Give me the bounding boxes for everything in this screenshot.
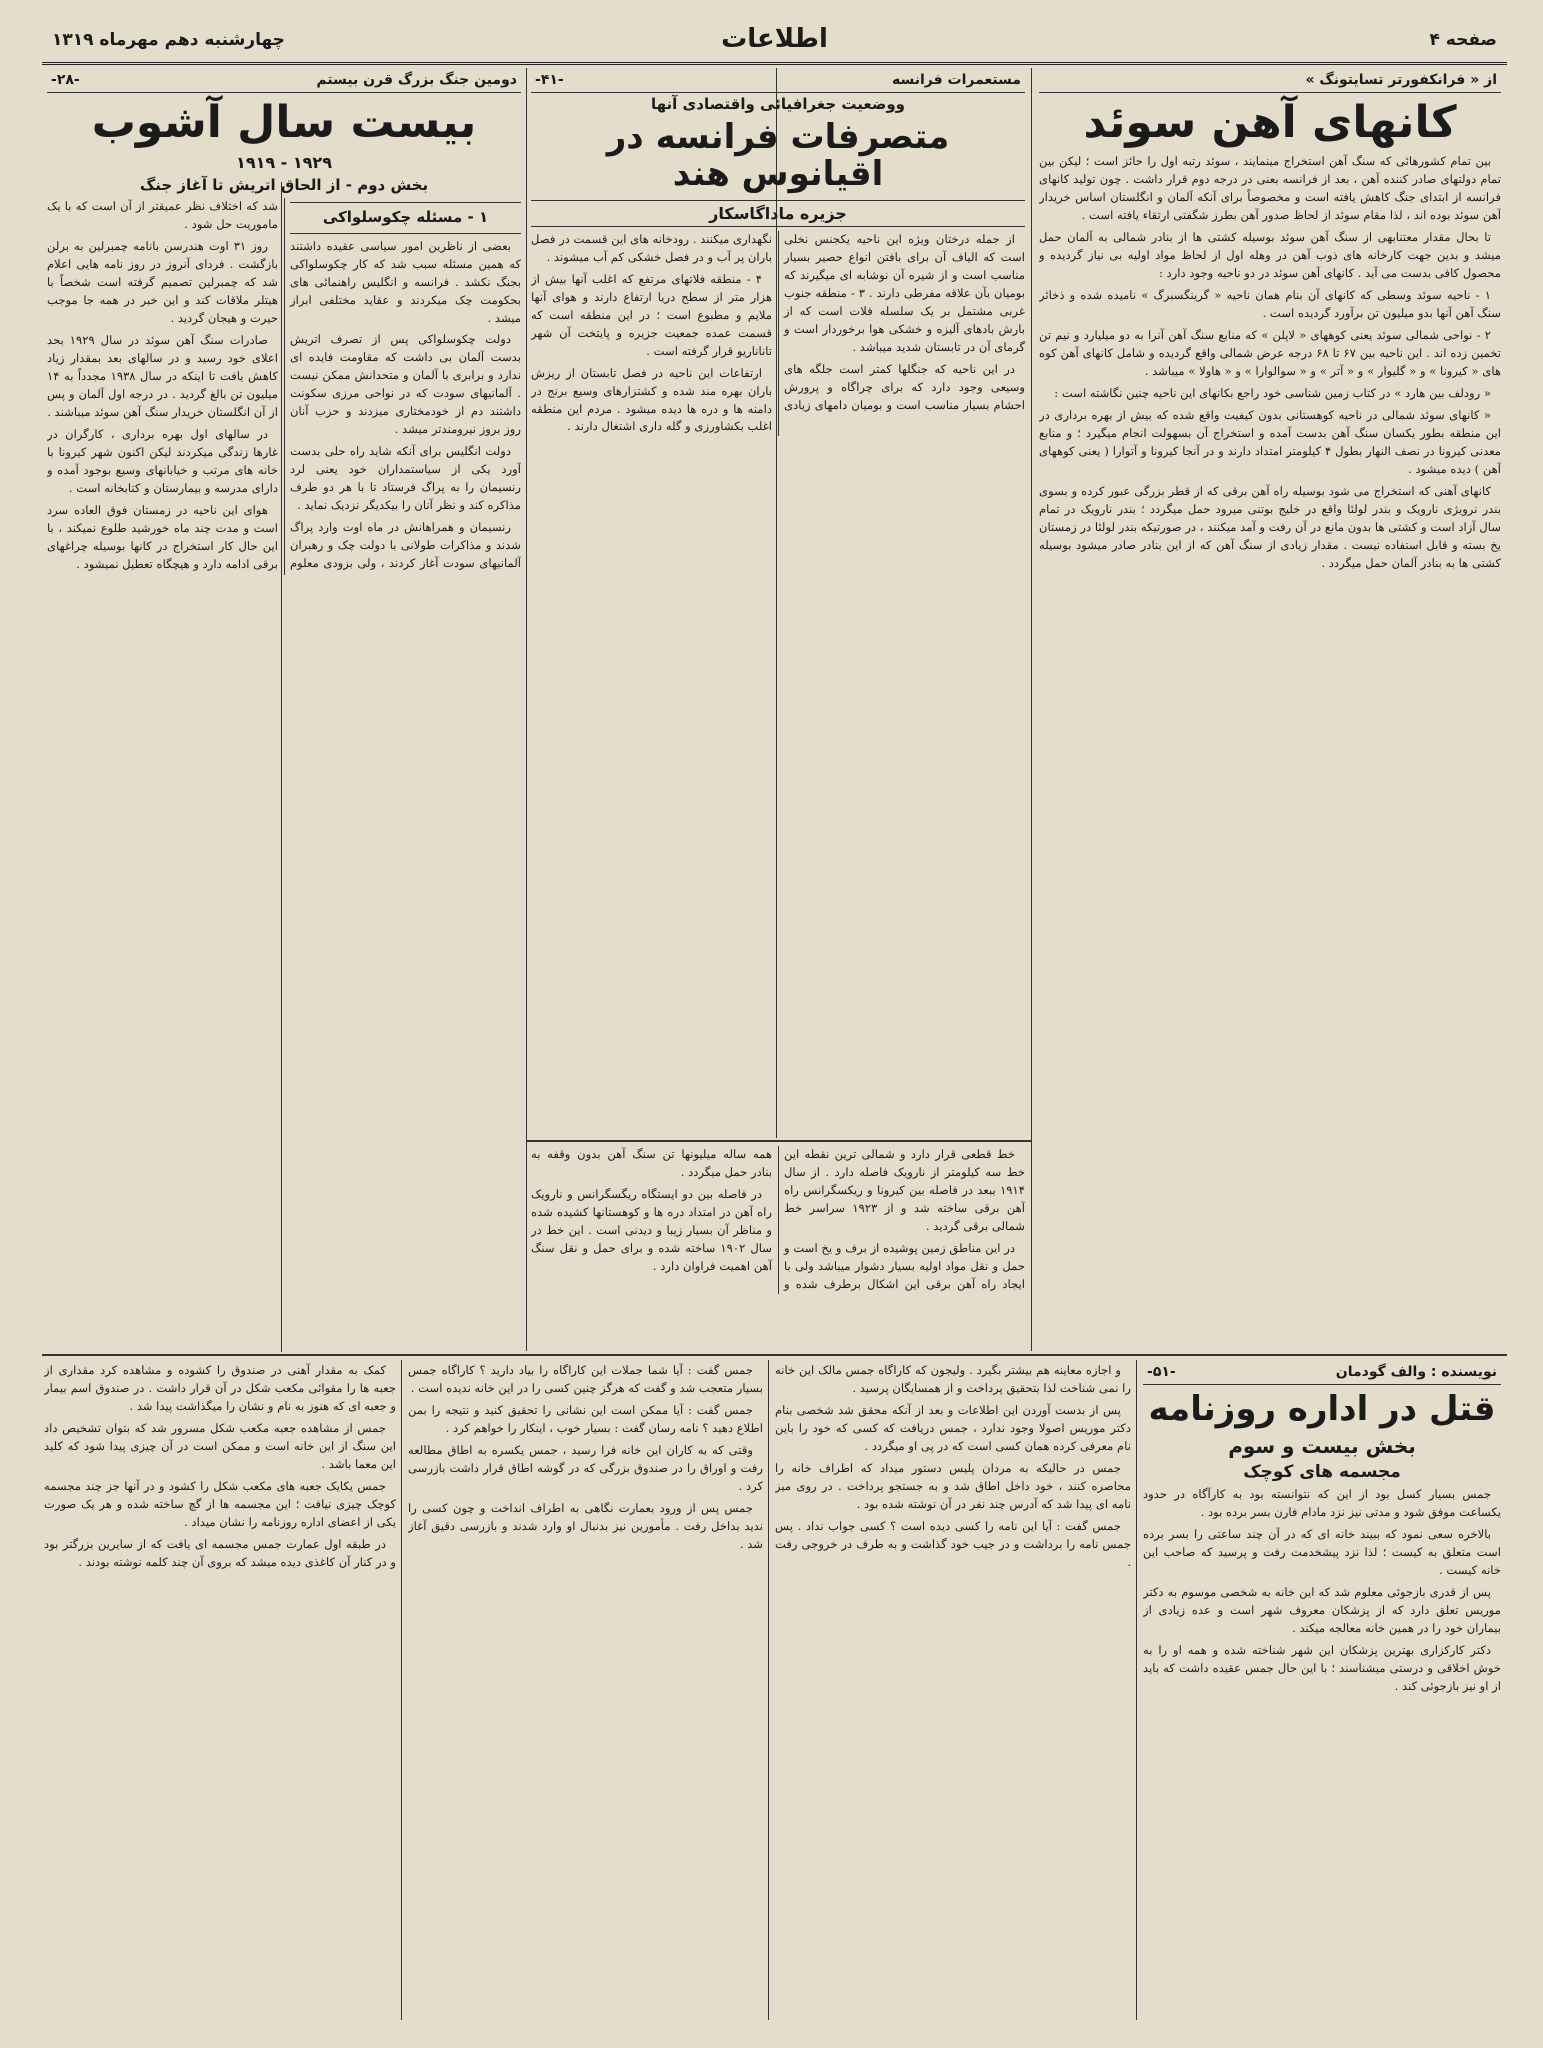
paragraph: روز ۳۱ اوت هندرسن بانامه چمبرلین به برلن بازگشت . فردای آنروز در روز نامه هایی اعلام شد که چمبرلین تصمیم گرفته است شخصاً با هیتلر ملاقات کند و این خبر در همه جا موجب حیرت و هیجان گردید . bbox=[47, 239, 278, 326]
paragraph: بالاخره سعی نمود که ببیند خانه ای که در آن چند ساعتی را بسر برده است متعلق به کیست ؛ لذا نزد پیشخدمت رفت و پرسید که صاحب این خانه کیست . bbox=[1143, 1527, 1501, 1578]
article-series bbox=[47, 70, 521, 93]
section-title: ۱ - مسئله چکوسلواکی bbox=[290, 202, 521, 233]
paragraph: در فاصله بین دو ایستگاه ریگسگرانس و نارویک راه آهن در امتداد دره ها و کوهستانها کشیده شده و مناظر آن بسیار زیبا و دیدنی است . این خط در سال ۱۹۰۲ ساخته شده و برای حمل و نقل سنگ آهن اهمیت فراوان دارد . bbox=[531, 1186, 773, 1273]
paragraph: پس از بدست آوردن این اطلاعات و بعد از آنکه محقق شد شخصی بنام دکتر موریس اصولا وجود ندارد ، جمس دریافت که کسی که خود را باین نام معرفی کرده همان کسی است که در پی او میگردد . bbox=[775, 1402, 1131, 1453]
paragraph: صادرات سنگ آهن سوئد در سال ۱۹۲۹ بحد اعلای خود رسید و در سالهای بعد بمقدار زیاد کاهش یافت تا اینکه در سال ۱۹۳۸ مجدداً به ۱۴ میلیون تن بالغ گردید . در درجه اول آلمان و پس از آن انگلستان خریدار سنگ آهن سوئد میباشند . bbox=[47, 333, 278, 420]
article-body bbox=[531, 1146, 1025, 1294]
section-rule bbox=[527, 1140, 1032, 1142]
article-series bbox=[1039, 70, 1501, 93]
article-headline: متصرفات فرانسه در اقیانوس هند bbox=[606, 117, 950, 195]
paragraph: و اجازه معاینه هم بیشتر بگیرد . ولیجون که کاراگاه جمس مالک این خانه را نمی شناخت لذا بتحقیق پرداخت و از همسایگان پرسید . bbox=[775, 1363, 1131, 1395]
article-series bbox=[531, 70, 1025, 93]
column-rule bbox=[526, 68, 527, 1351]
paragraph: جمس پس از ورود بعمارت نگاهی به اطراف انداخت و چون کسی را ندید بداخل رفت . مأمورین نیز بدنبال او وارد شدند و بازرسی دقیق آغاز شد . bbox=[408, 1500, 763, 1551]
paragraph: پس از قدری بازجوئی معلوم شد که این خانه به شخصی موسوم به دکتر موریس تعلق دارد که از پزشکان معروف شهر است و عده زیادی از بیماران خود را در همین خانه معالجه میکند . bbox=[1143, 1585, 1501, 1636]
paragraph: جمس گفت : آیا این نامه را کسی دیده است ؟ کسی جواب نداد . پس جمس نامه را برداشت و در جیب خود گذاشت و به طرف در خروجی رفت . bbox=[775, 1518, 1131, 1569]
paragraph: ۴ - منطقه فلاتهای مرتفع که اغلب آنها بیش از هزار متر از سطح دریا ارتفاع دارند و هوای آنها ملایم و مطبوع است ؛ در این منطقه است که قسمت عمده جمعیت جزیره و پایتخت آن شهر تاناناریو قرار گرفته است . bbox=[531, 271, 772, 358]
paragraph: تا بحال مقدار معتنابهی از سنگ آهن سوئد بوسیله کشتی ها از بنادر شمالی به آلمان حمل میشد و بدین جهت کارخانه های ذوب آهن در وهله اول از لحاظ مواد اولیه بی نیاز گردیده و محصول کافی بدست می آید . کانهای آهن سوئد در دو ناحیه وجود دارد : bbox=[1039, 230, 1501, 281]
paper-name: اطلاعات bbox=[721, 24, 828, 54]
column-rule bbox=[1031, 68, 1032, 1351]
column-rule bbox=[768, 1360, 769, 2020]
paragraph: رنسیمان و همراهانش در ماه اوت وارد پراگ شدند و مذاکرات طولانی با دولت چک و رهبران آلمانیهای سودت آغاز کردند ، ولی بزودی معلوم شد که اختلاف نظر عمیقتر از آن است که با یک ماموریت حل شود . bbox=[47, 199, 521, 571]
paragraph: از جمله درختان ویژه این ناحیه یکجنس نخلی است که الیاف آن برای بافتن انواع حصیر بسیار مناسب است و از شیره آن نوشابه ای میگیرند که بومیان بآن علاقه مفرطی دارند . ۳ - منطقه جنوب غربی مشتمل بر یک سلسله فلات است که از بارش بادهای آلیزه و خشکی هوا برخوردار است و گرمای آن در تابستان شدید میباشد . bbox=[784, 231, 1025, 354]
paragraph: « کانهای سوئد شمالی در ناحیه کوهستانی بدون کیفیت واقع شده که بیش از بهره برداری در این منطقه بطور یکسان سنگ آهن بدست آمده و استخراج آن بسهولت انجام میگیرد ؛ و منابع معدنی کیرونا در نصف النهار بطول ۴ کیلومتر امتداد دارند و در آنجا کیرونا و آتوارا ( یعنی کوههای آهن ) دیده میشود . bbox=[1039, 407, 1501, 476]
article-twenty-years bbox=[47, 70, 521, 1350]
series-title: دومین جنگ بزرگ قرن بیستم bbox=[316, 72, 517, 88]
article-headline: قتل در اداره روزنامه bbox=[1148, 1389, 1496, 1429]
paragraph: کمک به مقدار آهنی در صندوق را کشوده و مشاهده کرد مقداری از جعبه ها را مقوائی مکعب شکل در آن قرار داشت . در صندوق اسم بیمار و جعبه ای که هنوز به نام و نشان را میگذاشت پیدا شد . bbox=[44, 1363, 396, 1413]
paragraph: ۲ - نواحی شمالی سوئد یعنی کوههای « لاپلن » که منابع سنگ آهن آنرا به دو میلیارد و نیم تن تخمین زده اند . این ناحیه بین ۶۷ تا ۶۸ درجه عرض شمالی واقع گردیده و شامل کانهای آهن کوه های « کیرونا » و « گلیوار » و « آتر » و « سوالوارا » و « هاولا » میباشد . bbox=[1039, 328, 1501, 379]
issue-date: چهارشنبه دهم مهرماه ۱۳۱۹ bbox=[52, 30, 285, 50]
series-number: -۴۱- bbox=[535, 72, 564, 88]
article-swedish-iron bbox=[1039, 70, 1501, 1350]
paragraph: دکتر کارکزاری بهترین پزشکان این شهر شناخته شده و همه او را به خوش اخلاقی و درستی میشناسند ؛ با این حال جمس عقیده داشت که باید از او نیز بازجوئی کند . bbox=[1143, 1643, 1501, 1694]
section-title: جزیره ماداگاسکار bbox=[531, 200, 1025, 227]
paragraph: جمس در حالیکه به مردان پلیس دستور میداد که اطراف خانه را محاصره کنند ، خود داخل اطاق شد و به جستجو پرداخت . در روی میز نامه ای پیدا شد که آدرس چند نفر در آن نوشته شده بود . bbox=[775, 1460, 1131, 1511]
series-number: -۵۱- bbox=[1147, 1364, 1176, 1380]
paragraph: جمس از مشاهده جعبه مکعب شکل مسرور شد که بتوان تشخیص داد این سنگ از این خانه است و ممکن است در آن چیزی پیدا شود که کلید این معما باشد . bbox=[44, 1420, 396, 1471]
paragraph: ارتفاعات این ناحیه در فصل تابستان از ریزش باران بهره مند شده و کشتزارهای وسیع برنج در دامنه ها و دره ها دیده میشود . مردم این منطقه اغلب بکشاورزی و گله داری اشتغال دارند . bbox=[531, 365, 772, 434]
paragraph: وقتی که به کاران این خانه فرا رسید ، جمس یکسره به اطاق مطالعه رفت و اوراق را در صندوق بزرگی که در گوشه اطاق قرار داشت بازرسی کرد . bbox=[408, 1442, 763, 1493]
article-body bbox=[408, 1362, 763, 1554]
paragraph: در این ناحیه که جنگلها کمتر است جلگه های وسیعی وجود دارد که برای چراگاه و پرورش احشام بسیار مناسب است و بومیان دامهای زیادی نگهداری میکنند . رودخانه های این قسمت در فصل باران پر آب و در فصل خشکی کم آب میشوند . bbox=[531, 231, 1025, 412]
serial-continued-2 bbox=[408, 1362, 763, 2018]
paragraph: بعضی از ناظرین امور سیاسی عقیده داشتند که همین مسئله سبب شد که کار چکوسلواکی بجنگ نکشد . فرانسه و انگلیس راهنمائی های بحکومت چک میکردند و عقاید مختلفی ابراز میشد . bbox=[290, 238, 521, 325]
paragraph: در سالهای اول بهره برداری ، کارگران در غارها زندگی میکردند لیکن اکنون شهر کیرونا با خانه های مرتب و خیابانهای وسیع بوجود آمده و دارای مدرسه و بیمارستان و کتابخانه است . bbox=[47, 427, 278, 495]
paragraph: جمس بسیار کسل بود از این که نتوانسته بود به کارآگاه در حدود یکساعت موفق شود و مدتی نیز نزد مادام فارن بسر برده بود . bbox=[1143, 1487, 1501, 1520]
section-rule bbox=[42, 1354, 1507, 1356]
article-body bbox=[775, 1362, 1131, 1572]
series-number: -۲۸- bbox=[51, 72, 80, 88]
paragraph: در این مناطق زمین پوشیده از برف و یخ است و حمل و نقل مواد اولیه بسیار دشوار میباشد ولی با ایجاد راه آهن برقی این اشکال برطرف شده و همه ساله میلیونها تن سنگ آهن بدون وقفه به بنادر حمل میگردد . bbox=[531, 1147, 1025, 1291]
series-author: نویسنده : والف گودمان bbox=[1335, 1364, 1497, 1380]
newspaper-page bbox=[42, 22, 1507, 2022]
serial-continued-3 bbox=[44, 1362, 396, 2018]
serial-continued-1 bbox=[775, 1362, 1131, 2018]
article-subhead: ووضعیت جغرافیائی واقتصادی آنها bbox=[651, 95, 905, 113]
article-part: بخش دوم - از الحاق اتریش تا آغاز جنگ bbox=[139, 176, 429, 195]
article-series bbox=[1143, 1362, 1501, 1385]
article-body bbox=[1039, 153, 1501, 572]
masthead bbox=[42, 22, 1507, 65]
paragraph: هوای این ناحیه در زمستان فوق العاده سرد است و مدت چند ماه خورشید طلوع نمیکند ، با این حال کار استخراج در کانها بوسیله چراغهای برقی ادامه دارد و هیچگاه تعطیل نمیشود . bbox=[47, 502, 278, 571]
article-body bbox=[1143, 1486, 1501, 1696]
paragraph: جمس یکایک جعبه های مکعب شکل را کشود و در آنها جز چند مجسمه کوچک چیزی نیافت ؛ این مجسمه ها از گچ ساخته شده و هر یک صورت یکی از اعضای اداره روزنامه را نشان میداد . bbox=[44, 1478, 396, 1529]
series-title: مستعمرات فرانسه bbox=[891, 72, 1021, 88]
paragraph: خط قطعی قرار دارد و شمالی ترین نقطه این خط سه کیلومتر از نارویک فاصله دارد . از سال ۱۹۱۴ ببعد در فاصله بین کیرونا و ریکسگرانس راه آهن برقی ساخته شد و از ۱۹۲۳ سراسر خط شمالی برقی گردید . bbox=[784, 1147, 1025, 1233]
paragraph: « رودلف بین هارد » در کتاب زمین شناسی خود راجع بکانهای این ناحیه چنین نگاشته است : bbox=[1054, 386, 1491, 401]
paragraph: جمس گفت : آیا شما جملات این کاراگاه را بیاد دارید ؟ کاراگاه جمس بسیار متعجب شد و گفت که هرگز چنین کسی را در این خانه ندیده است . bbox=[408, 1363, 763, 1395]
article-part: بخش بیست و سوم bbox=[1228, 1434, 1416, 1459]
paragraph: جمس گفت : آیا ممکن است این نشانی را تحقیق کنید و نتیجه را بمن اطلاع دهید ؟ نامه رسان گفت : بسیار خوب ، اینکار را خواهم کرد . bbox=[408, 1402, 763, 1435]
paragraph: ۱ - ناحیه سوئد وسطی که کانهای آن بنام همان ناحیه « گرینگسبرگ » نامیده شده و ذخائر سنگ آهن آنها بدو میلیون تن برآورد گردیده است . bbox=[1039, 288, 1501, 321]
paragraph: کانهای آهنی که استخراج می شود بوسیله راه آهن برقی که از قطر بزرگی عبور کرده و بسوی بندر نرویژی نارویک و بندر لولئا واقع در خلیج بوتنی میرود حمل میگردد ؛ بندر نارویک در تمام سال آزاد است و کشتی ها بدون مانع در آن رفت و آمد میکنند ، در صورتیکه بندر لولئا در زمستان یخ بسته و قابل استفاده نیست . مقدار زیادی از سنگ آهن که از این بنادر صادر میشود بوسیله کشتی ها به بنادر آلمان حمل میگردد . bbox=[1039, 483, 1501, 570]
article-years: ۱۹۲۹ - ۱۹۱۹ bbox=[236, 153, 332, 173]
article-railway-band bbox=[531, 1146, 1025, 1350]
article-headline: کانهای آهن سوئد bbox=[1083, 97, 1457, 148]
paragraph: دولت چکوسلواکی پس از تصرف اتریش بدست آلمان بی داشت که مقاومت فایده ای ندارد و برابری با آلمان و متحدانش ممکن نیست . آلمانیهای سودت که در نواحی مرزی سکونت داشتند دم از خودمختاری میزدند و حزب آنان روز بروز نیرومندتر میشد . bbox=[290, 332, 521, 437]
page-number: صفحه ۴ bbox=[1429, 30, 1497, 50]
paragraph: در طبقه اول عمارت جمس مجسمه ای یافت که از سایرین بزرگتر بود و در کنار آن کاغذی دیده میشد که بروی آن چند کلمه نوشته بودند . bbox=[44, 1536, 396, 1569]
paragraph: بین تمام کشورهائی که سنگ آهن استخراج مینمایند ، سوئد رتبه اول را حائز است ؛ لیکن بین تمام دولتهای صادر کننده آهن ، بعد از فرانسه بعنی در درجه دوم قرار داشت . چون تولید کانهای فرانسه از ابتدای جنگ کاهش یافته است و مخصوصاً برای آنکه آلمان و انگلستان اساس خریدار آهن سوئد بوده اند ، لذا مقام سوئد از لحاظ صدور آهن بطرز شگفتی ارتقاء یافته است . bbox=[1039, 154, 1501, 223]
section-title: مجسمه های کوچک bbox=[1243, 1462, 1401, 1483]
column-rule bbox=[401, 1360, 402, 2020]
paragraph: دولت انگلیس برای آنکه شاید راه حلی بدست آورد یکی از سیاستمداران خود یعنی لرد رنسیمان را به پراگ فرستاد تا با هر دو طرف مذاکره کند و نظر آنان را بیکدیگر نزدیک نماید . bbox=[290, 444, 521, 513]
article-body bbox=[47, 198, 521, 575]
column-rule bbox=[1136, 1360, 1137, 2020]
article-murder-serial bbox=[1143, 1362, 1501, 2018]
article-iron-continued bbox=[531, 172, 771, 1132]
article-headline: بیست سال آشوب bbox=[91, 97, 477, 148]
article-body bbox=[44, 1362, 396, 1572]
series-source: از « فرانکفورتر تسایتونگ » bbox=[1305, 72, 1497, 88]
